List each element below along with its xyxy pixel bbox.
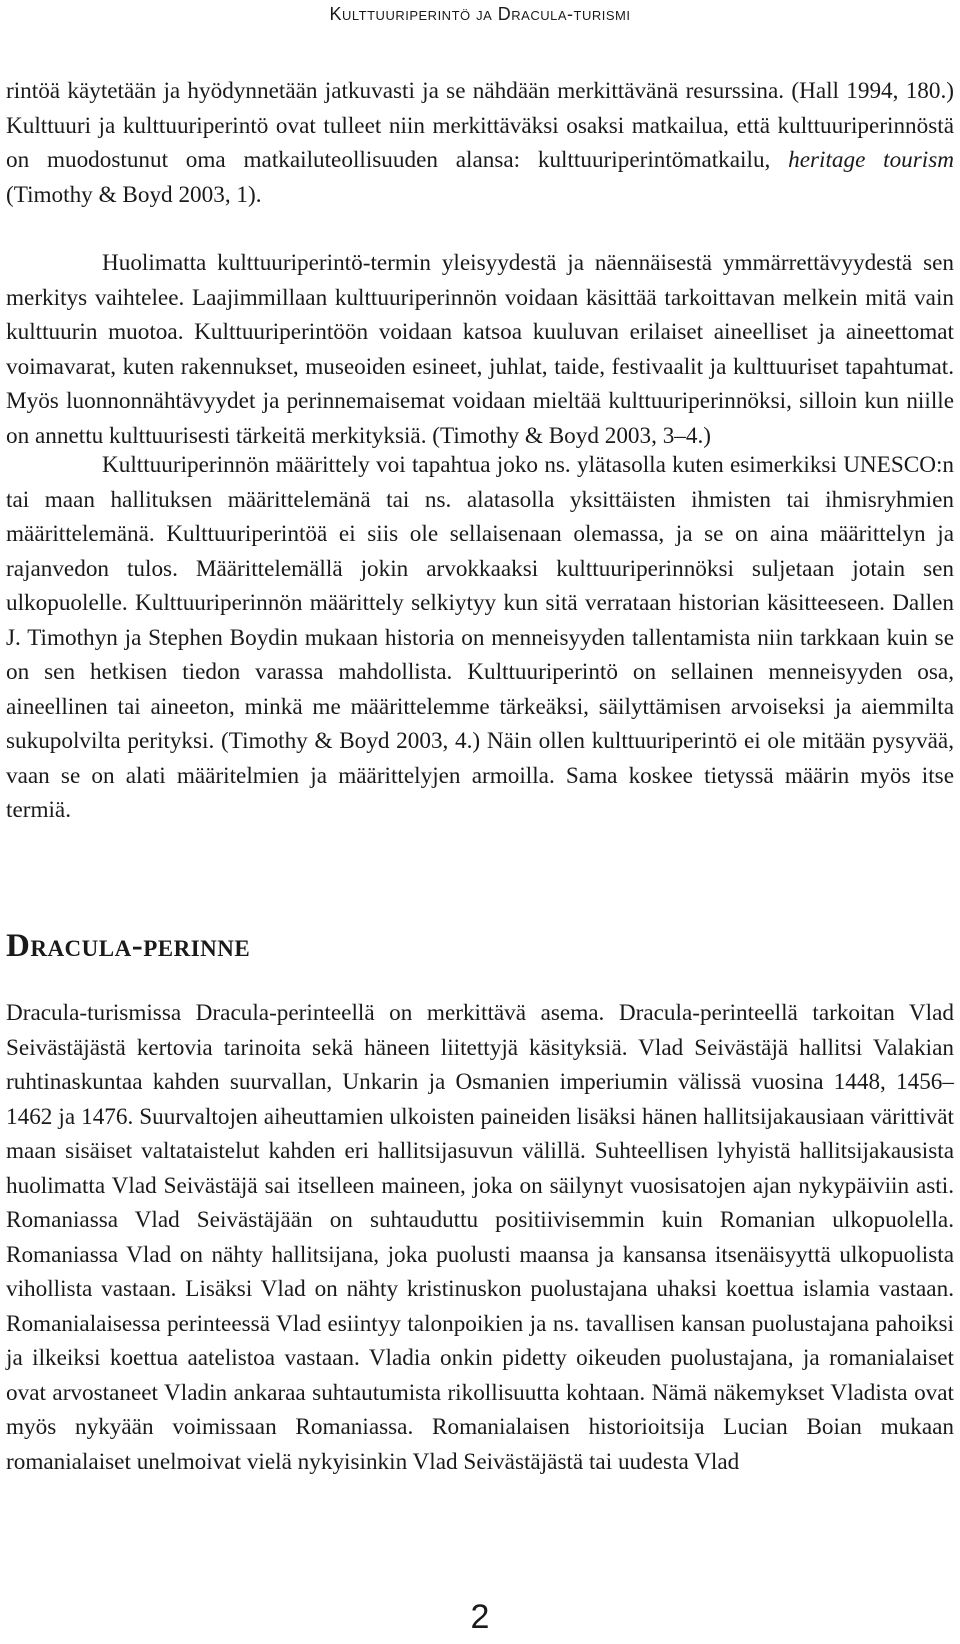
page-number: 2 bbox=[470, 1598, 490, 1636]
paragraph-heritage-levels bbox=[6, 448, 954, 828]
italic-term: heritage tourism bbox=[788, 147, 955, 173]
paragraph-text: Huolimatta kulttuuriperintö-termin yleisyydestä ja näennäisestä ymmärrettävyydestä sen merkitys vaihtelee. Laajimmillaan kulttuuriperinnön voidaan käsittää tarkoittavan melkein mitä vain kulttuurin muotoa. Kulttuuriperintöön voidaan katsoa kuuluvan erilaiset aineelliset ja aineettomat voimavarat, kuten rakennukset, museoiden esineet, juhlat, taide, festivaalit ja kulttuuriset tapahtumat. Myös luonnonnähtävyydet ja perinnemaisemat voidaan mieltää kulttuuriperinnöksi, silloin kun niille on annettu kulttuurisesti tärkeitä merkityksiä. (Timothy & Boyd 2003, 3–4.) bbox=[6, 250, 954, 449]
paragraph-text-end: (Timothy & Boyd 2003, 1). bbox=[6, 181, 262, 208]
paragraph-heritage-definition bbox=[6, 246, 954, 453]
section-heading: Dracula-perinne bbox=[6, 928, 251, 964]
paragraph-text: Dracula-turismissa Dracula-perinteellä on merkittävä asema. Dracula-perinteellä tarkoitan Vlad Seivästäjästä kertovia tarinoita sekä häneen liitettyjä käsityksiä. Vlad Seivästäjä hallitsi Valakian ruhtinaskuntaa kahden suurvallan, Unkarin ja Osmanien imperiumin välissä vuosina 1448, 1456–1462 ja 1476. Suurvaltojen aiheuttamien ulkoisten paineiden lisäksi hänen hallitsijakausiaan värittivät maan sisäiset valtataistelut kahden eri hallitsijasuvun välillä. Suhteellisen lyhyistä hallitsijakausista huolimatta Vlad Seivästäjä sai itselleen maineen, joka on säilynyt vuosisatojen ajan nykypäiviin asti. Romaniassa Vlad Seivästäjään on suhtauduttu positiivisemmin kuin Romanian ulkopuolella. Romaniassa Vlad on nähty hallitsijana, joka puolusti maansa ja kansansa itsenäisyyttä ulkopuolista vihollista vastaan. Lisäksi Vlad on nähty kristinuskon puolustajana uhaksi koettua islamia vastaan. Romanialaisessa perinteessä Vlad esiintyy talonpoikien ja ns. tavallisen kansan puolustajana pahoiksi ja ilkeiksi koettua aatelistoa vastaan. Vladia onkin pidetty oikeuden puolustajana, ja romanialaiset ovat arvostaneet Vladin ankaraa suhtautumista rikollisuutta kohtaan. Nämä näkemykset Vladista ovat myös nykyään voimissaan Romaniassa. Romanialaisen historioitsija Lucian Boian mukaan romanialaiset unelmoivat vielä nykyisinkin Vlad Seivästäjästä tai uudesta Vlad bbox=[6, 1000, 954, 1475]
paragraph-text: rintöä käytetään ja hyödynnetään jatkuvasti ja se nähdään merkittävänä resurssina. (Hall 1994, 180.) Kulttuuri ja kulttuuriperintö ovat tulleet niin merkittäväksi osaksi matkailua, että kulttuuriperinnöstä on muodostunut oma matkailuteollisuuden alansa: kulttuuriperintömatkailu, bbox=[6, 78, 954, 173]
paragraph-dracula-tradition bbox=[6, 996, 954, 1479]
paragraph-text: Kulttuuriperinnön määrittely voi tapahtua joko ns. ylätasolla kuten esimerkiksi UNESCO:n tai maan hallituksen määrittelemänä tai ns. alatasolla yksittäisten ihmisten tai ihmisryhmien määrittelemänä. Kulttuuriperintöä ei siis ole sellaisenaan olemassa, ja se on aina määrittelyn ja rajanvedon tulos. Määrittelemällä jokin arvokkaaksi kulttuuriperinnöksi suljetaan jotain sen ulkopuolelle. Kulttuuriperinnön määrittely selkiytyy kun sitä verrataan historian käsitteeseen. Dallen J. Timothyn ja Stephen Boydin mukaan historia on menneisyyden tallentamista niin tarkkaan kuin se on sen hetkisen tiedon varassa mahdollista. Kulttuuriperintö on sellainen menneisyyden osa, aineellinen tai aineeton, minkä me määrittelemme tärkeäksi, säilyttämisen arvoiseksi ja aiemmilta sukupolvilta perityksi. (Timothy & Boyd 2003, 4.) Näin ollen kulttuuriperintö ei ole mitään pysyvää, vaan se on alati määritelmien ja määrittelyjen armoilla. Sama koskee tietyssä määrin myös itse termiä. bbox=[6, 452, 954, 823]
paragraph-heritage-intro bbox=[6, 74, 954, 212]
running-header: Kulttuuriperintö ja Dracula-turismi bbox=[329, 4, 631, 24]
